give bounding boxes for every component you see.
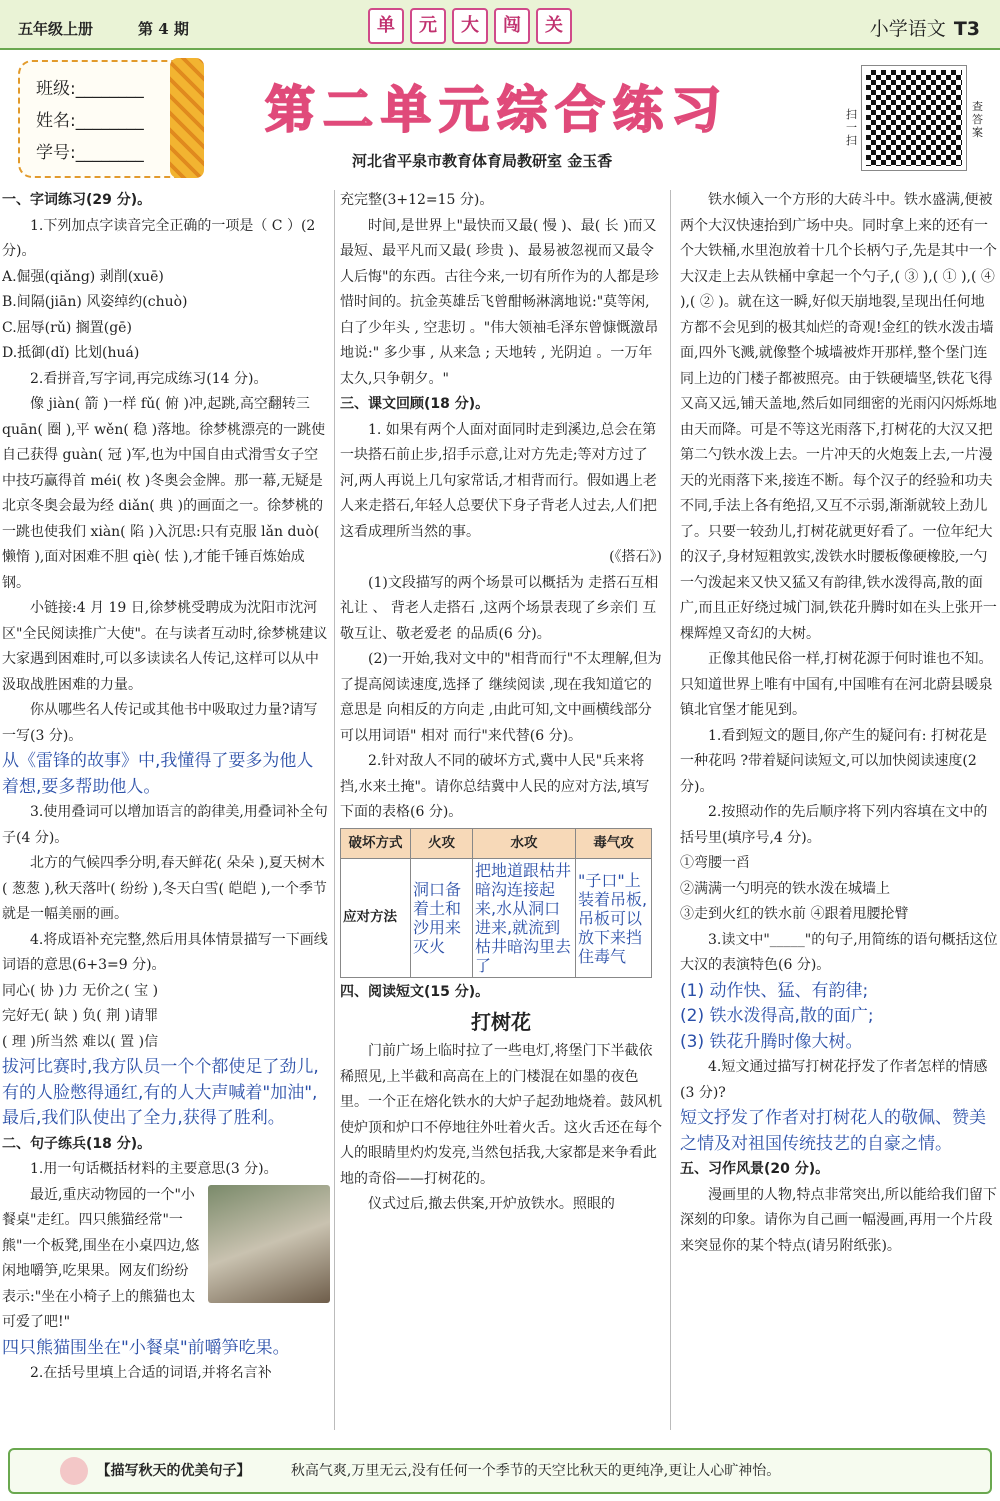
- column-2: [340, 188, 662, 1438]
- class-field[interactable]: 班级:________: [36, 79, 144, 99]
- text-line: B.间隔(jiān) 风姿绰约(chuò): [2, 294, 188, 310]
- giraffe-icon: [170, 58, 204, 178]
- column-1: [2, 188, 330, 1438]
- text-line: 同心( 协 )力 无价之( 宝 ): [2, 982, 159, 999]
- text-line: (1)文段描写的两个场景可以概括为 走搭石互相礼让 、 背老人走搭石 ,这两个场景表现了乡亲们 互敬互让、敬老爱老 的品质(6 分)。: [340, 574, 659, 642]
- text-line: 小链接:4 月 19 日,徐梦桃受聘成为沈阳市沈河区"全民阅读推广大使"。在与读者互动时,徐梦桃建议大家遇到困难时,可以多读读名人传记,这样可以从中汲取战胜困难的力量。: [2, 600, 328, 693]
- banner-char: 元: [410, 8, 446, 44]
- text-line: ③走到火红的铁水前 ④跟着甩腰抡臂: [680, 906, 909, 922]
- answer-text: 从《雷锋的故事》中,我懂得了要多为他人着想,要多帮助他人。: [2, 751, 314, 797]
- table-header: 水攻: [473, 828, 576, 859]
- footer-box: [8, 1448, 992, 1494]
- qr-left-label: 扫一扫: [846, 108, 857, 147]
- text-line: 北方的气候四季分明,春天鲜花( 朵朵 ),夏天树木( 葱葱 ),秋天落叶( 纷纷 ),冬天白雪( 皑皑 ),一个季节就是一幅美丽的画。: [2, 855, 327, 922]
- author-line: 河北省平泉市教育体育局教研室 金玉香: [352, 152, 613, 170]
- text-line: 充完整(3+12=15 分)。: [340, 192, 494, 208]
- footer-title: 【描写秋天的优美句子】: [96, 1463, 251, 1479]
- answer-text: 拔河比赛时,我方队员一个个都使足了劲儿,有的人脸憋得通红,有的人大声喊着"加油",最后,我们队使出了全力,获得了胜利。: [2, 1057, 319, 1128]
- section-heading: 三、课文回顾(18 分)。: [340, 396, 490, 412]
- text-line: 门前广场上临时拉了一些电灯,将堡门下半截依稀照见,上半截和高高在上的门楼混在如墨的夜色里。一个正在熔化铁水的大炉子起劲地烧着。鼓风机使炉顶和炉口不停地往外吐着火舌。这火舌还在每个人的眼睛里灼灼发亮,当然包括我,大家都是来争看此地的奇俗——打树花的。: [340, 1043, 662, 1187]
- table-cell: 把地道跟枯井暗沟连接起来,水从洞口进来,就流到枯井暗沟里去了: [473, 859, 576, 978]
- text-line: 2.按照动作的先后顺序将下列内容填在文中的括号里(填序号,4 分)。: [680, 804, 988, 846]
- text-line: A.倔强(qiǎng) 剥削(xuē): [2, 268, 164, 285]
- text-line: (2)一开始,我对文中的"相背而行"不太理解,但为了提高阅读速度,选择了 继续阅读 ,现在我知道它的意思是 向相反的方向走 ,由此可知,文中画横线部分可以用词语" 相对 而行"来代替(6 分)。: [340, 651, 662, 744]
- text-line: 时间,是世界上"最快而又最( 慢 )、最( 长 )而又最短、最平凡而又最( 珍贵 )、最易被忽视而又最令人后悔"的东西。古往今来,一切有所作为的人都是珍惜时间的。抗金英雄岳飞曾酣畅淋漓地说:"莫等闲, 白了少年头 , 空悲切 。"伟大领袖毛泽东曾慷慨激昂地说:" 多少事 , 从来急 ; 天地转 , 光阴迫 。一万年太久,只争朝夕。": [340, 217, 659, 387]
- text-line: 1.看到短文的题目,你产生的疑问有: 打树花是一种花吗 ?带着疑问读短文,可以加快阅读速度(2 分)。: [680, 727, 987, 795]
- column-divider: [670, 190, 671, 1430]
- section-heading: 四、阅读短文(15 分)。: [340, 984, 490, 1000]
- subject-label: [870, 14, 980, 41]
- text-line: 1.用一句话概括材料的主要意思(3 分)。: [30, 1161, 278, 1177]
- table-cell: 洞口备着土和沙用来灭火: [411, 859, 473, 978]
- panda-photo: [208, 1185, 330, 1303]
- text-line: 像 jiàn( 箭 )一样 fǔ( 俯 )冲,起跳,高空翻转三 quān( 圈 ),平 wěn( 稳 )落地。徐梦桃漂亮的一跳使自己获得 guàn( 冠 )军,也为中国自由式滑雪女子空中技巧赢得首 méi( 枚 )冬奥会金牌。那一幕,无疑是北京冬奥会最为经 diǎn( 典 )的画面之一。徐梦桃的一跳也使我们 xiàn( 陷 )入沉思:只有克服 lǎn duò( 懒惰 ),面对困难不胆 qiè( 怯 ),才能千锤百炼始成钢。: [2, 396, 326, 591]
- table-header: 毒气攻: [576, 828, 652, 859]
- qr-code-icon[interactable]: [862, 66, 966, 170]
- text-line: 2.针对敌人不同的破坏方式,冀中人民"兵来将挡,水来土掩"。请你总结冀中人民的应对方法,填写下面的表格(6 分)。: [340, 753, 650, 820]
- name-field[interactable]: 姓名:________: [36, 111, 144, 131]
- text-line: 打树花: [471, 1009, 531, 1034]
- table-row-label: 应对方法: [341, 859, 411, 978]
- text-line: (《搭石》): [609, 549, 662, 565]
- table-header: 火攻: [411, 828, 473, 859]
- banner: [368, 8, 572, 44]
- section-heading: 五、习作风景(20 分)。: [680, 1161, 830, 1177]
- banner-char: 单: [368, 8, 404, 44]
- answer-text: 短文抒发了作者对打树花人的敬佩、赞美之情及对祖国传统技艺的自豪之情。: [680, 1108, 986, 1154]
- text-line: ( 理 )所当然 难以( 置 )信: [2, 1033, 159, 1050]
- text-line: 漫画里的人物,特点非常突出,所以能给我们留下深刻的印象。请你为自己画一幅漫画,再用一个片段来突显你的某个特点(请另附纸张)。: [680, 1186, 997, 1254]
- text-line: 2.看拼音,写字词,再完成练习(14 分)。: [30, 370, 268, 387]
- page-number: T3: [953, 18, 980, 40]
- subject-name: 小学语文: [869, 18, 946, 40]
- text-line: ①弯腰一舀: [680, 855, 750, 871]
- column-divider: [334, 190, 335, 1430]
- text-line: D.抵御(dǐ) 比划(huá): [2, 345, 140, 361]
- text-line: 4.短文通过描写打树花抒发了作者怎样的情感(3 分)?: [680, 1059, 988, 1101]
- text-line: 1. 如果有两个人面对面同时走到溪边,总会在第一块搭石前止步,招手示意,让对方先走;等对方过了河,两人再说上几句家常话,才相背而行。假如遇上老人来走搭石,年轻人总要伏下身子背老人过去,人们把这看成理所当然的事。: [340, 421, 657, 540]
- text-line: 2.在括号里填上合适的词语,并将名言补: [30, 1365, 272, 1381]
- answer-table: [340, 828, 652, 979]
- column-3: [680, 188, 998, 1438]
- text-line: 3.读文中"_____"的句子,用简练的语句概括这位大汉的表演特色(6 分)。: [680, 931, 998, 973]
- page-title: 第二单元综合练习: [265, 81, 729, 139]
- text-line: ②满满一勺明亮的铁水泼在城墙上: [680, 880, 890, 897]
- text-line: 完好无( 缺 ) 负( 荆 )请罪: [2, 1008, 159, 1024]
- text-line: 3.使用叠词可以增加语言的韵律美,用叠词补全句子(4 分)。: [2, 804, 328, 846]
- banner-char: 关: [536, 8, 572, 44]
- table-cell: "子口"上装着吊板,吊板可以放下来挡住毒气: [576, 859, 652, 978]
- text-line: 最近,重庆动物园的一个"小餐桌"走红。四只熊猫经常"一熊"一个板凳,围坐在小桌四边,悠闲地嚼笋,吃果果。网友们纷纷表示:"坐在小椅子上的熊猫也太可爱了吧!": [2, 1186, 200, 1330]
- text-line: 正像其他民俗一样,打树花源于何时谁也不知。只知道世界上唯有中国有,中国唯有在河北蔚县暖泉镇北官堡才能见到。: [680, 651, 993, 718]
- section-heading: 一、字词练习(29 分)。: [2, 192, 152, 208]
- text-line: C.屈辱(rǔ) 搁置(gē): [2, 319, 132, 336]
- id-field[interactable]: 学号:________: [36, 143, 144, 163]
- answer-text: (3) 铁花升腾时像大树。: [680, 1031, 863, 1052]
- banner-char: 大: [452, 8, 488, 44]
- text-line: 铁水倾入一个方形的大砖斗中。铁水盛满,便被两个大汉快速抬到广场中央。同时拿上来的还有一个大铁桶,水里泡放着十几个长柄勺子,先是其中一个大汉走上去从铁桶中拿起一个勺子,( ③ ),( ① ),( ④ ),( ② )。就在这一瞬,好似天崩地裂,呈现出任何地方都不会见到的极其灿烂的奇观!金红的铁水泼击墙面,四外飞溅,就像整个城墙被炸开那样,整个堡门连同上边的门楼子都被照亮。由于铁硬墙坚,铁花飞得又高又远,铺天盖地,然后如同细密的光雨闪闪烁烁地由天而降。可是不等这光雨落下,打树花的大汉又把第二勺铁水泼上去。一片冲天的火炮轰上去,一片漫天的光雨落下来,接连不断。每个汉子的经验和功夫不同,手法上各有绝招,又互不示弱,渐渐就较上劲儿了。只要一较劲儿,打树花就更好看了。一位年纪大的汉子,身材短粗敦实,泼铁水时腰板像硬橡胶,一勺一勺泼起来又快又猛又有韵律,铁水泼得高,散的面广,而且正好绕过城门洞,铁花升腾时如在头上张开一棵辉煌又奇幻的大树。: [680, 192, 997, 642]
- answer-text: (2) 铁水泼得高,散的面广;: [680, 1006, 874, 1026]
- footer-text: 秋高气爽,万里无云,没有任何一个季节的天空比秋天的更纯净,更让人心旷神怡。: [290, 1463, 781, 1479]
- text-line: 4.将成语补充完整,然后用具体情景描写一下画线词语的意思(6+3=9 分)。: [2, 931, 328, 973]
- rabbit-icon: [60, 1457, 88, 1485]
- table-header: 破坏方式: [341, 828, 411, 859]
- banner-char: 闯: [494, 8, 530, 44]
- top-header-bar: [0, 0, 1000, 50]
- answer-text: (1) 动作快、猛、有韵律;: [680, 980, 869, 1001]
- text-line: 你从哪些名人传记或其他书中吸取过力量?请写一写(3 分)。: [2, 702, 318, 744]
- answer-text: 四只熊猫围坐在"小餐桌"前嚼笋吃果。: [2, 1337, 290, 1358]
- text-line: 仪式过后,撤去供案,开炉放铁水。照眼的: [368, 1196, 615, 1212]
- grade-label: 五年级上册: [18, 20, 94, 38]
- issue-label: 第 4 期: [138, 20, 189, 38]
- qr-right-label: 查答案: [972, 100, 983, 139]
- text-line: 1.下列加点字读音完全正确的一项是（ C ）(2 分)。: [2, 217, 316, 259]
- section-heading: 二、句子练兵(18 分)。: [2, 1135, 152, 1152]
